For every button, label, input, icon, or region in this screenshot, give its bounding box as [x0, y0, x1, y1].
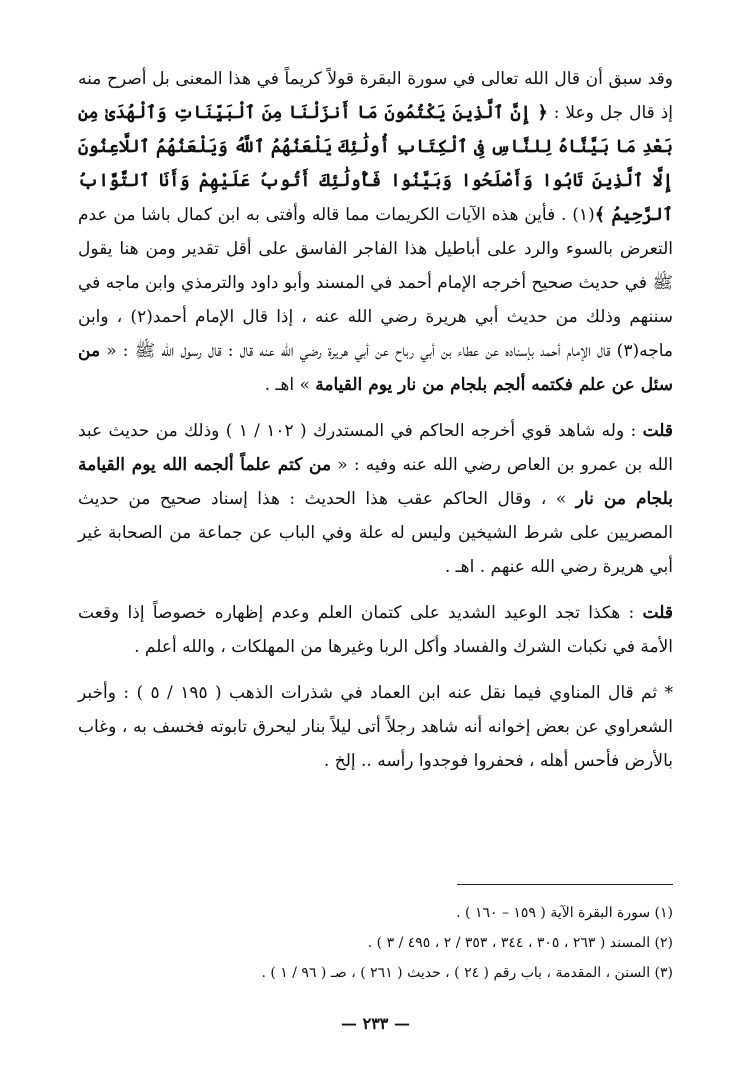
- hadith-text-1: من سئل عن علم فكتمه ألجم بلجام من نار يوم القيامة: [78, 341, 673, 395]
- paragraph-4: [78, 676, 673, 778]
- footnote-1: (١) سورة البقرة الآية ( ١٥٩ – ١٦٠ ) .: [456, 905, 673, 921]
- footnote-divider: [457, 884, 673, 885]
- paragraph-1-end: » اهـ .: [264, 375, 316, 395]
- paragraph-1-intro: وقد سبق أن قال الله تعالى في سورة البقرة قولاً كريماً في هذا المعنى بل أصرح منه إذ قال جل وعلا :: [78, 69, 673, 123]
- page-number: — ٢٣٣ —: [341, 1014, 410, 1033]
- paragraph-1-body: (١) . فأين هذه الآيات الكريمات مما قاله وأفتى به ابن كمال باشا من عدم التعرض بالسوء والرد على أباطيل هذا الفاجر الفاسق على أقل تقدير ومن هنا يقول ﷺ في حديث صحيح أخرجه الإمام أحمد في المسند وأبو داود والترمذي وابن ماجه في سننهم وذلك من حديث أبي هريرة رضي الله عنه ، إذا قال الإمام أحمد(٢) ، وابن ماجه(٣) قال الإمام أحمد بإسناده عن عطاء بن أبي رباح عن أبي هريرة رضي الله عنه قال : قال رسول الله ﷺ : «: [78, 205, 673, 361]
- paragraph-1: [78, 62, 673, 402]
- footnote-2: (٢) المسند ( ٢٦٣ ، ٣٠٥ ، ٣٤٤ ، ٣٥٣ / ٢ ، ٤٩٥ / ٣ ) .: [367, 935, 673, 951]
- paragraph-3: [78, 596, 673, 664]
- quran-verse: ﴿ إِنَّ ٱلَّذِينَ يَكْتُمُونَ مَا أَنزَلْنَا مِنَ ٱلْبَيِّنَاتِ وَٱلْهُدَىٰ مِن بَعْدِ مَا بَيَّنَّاهُ لِلنَّاسِ فِى ٱلْكِتَابِ أُولَٰئِكَ يَلْعَنُهُمُ ٱللَّهُ وَيَلْعَنُهُمُ ٱللَّاعِنُونَ إِلَّا ٱلَّذِينَ تَابُوا وَأَصْلَحُوا وَبَيَّنُوا فَأُولَٰئِكَ أَتُوبُ عَلَيْهِمْ وَأَنَا ٱلتَّوَّابُ ٱلرَّحِيمُ ﴾: [78, 103, 673, 225]
- hadith-text-2: من كتم علماً ألجمه الله يوم القيامة بلجام من نار: [78, 455, 674, 509]
- paragraph-3-body: : هكذا تجد الوعيد الشديد على كتمان العلم وعدم إظهاره خصوصاً إذا وقعت الأمة في نكبات الشرك والفساد وأكل الربا وغيرها من المهلكات ، والله أعلم .: [78, 603, 673, 657]
- footnotes: [78, 898, 673, 988]
- paragraph-4-body: * ثم قال المناوي فيما نقل عنه ابن العماد في شذرات الذهب ( ١٩٥ / ٥ ) : وأخبر الشعراوي عن بعض إخوانه أنه شاهد رجلاً أتى ليلاً بنار ليحرق تابوته فخسف به ، وغاب بالأرض فأحس أهله ، فحفروا فوجدوا رأسه .. إلخ .: [78, 683, 673, 771]
- paragraph-2-intro: : وله شاهد قوي أخرجه الحاكم في المستدرك ( ١٠٢ / ١ ) وذلك من حديث عبد الله بن عمرو بن العاص رضي الله عنه وفيه : «: [78, 421, 673, 475]
- main-text: [78, 62, 673, 778]
- paragraph-2-body: » ، وقال الحاكم عقب هذا الحديث : هذا إسناد صحيح من حديث المصريين على شرط الشيخين وليس له علة وفي الباب عن جماعة من الصحابة غير أبي هريرة رضي الله عنهم . اهـ .: [78, 489, 673, 577]
- paragraph-3-label: قلت: [642, 603, 673, 623]
- footnote-3: (٣) السنن ، المقدمة ، باب رقم ( ٢٤ ) ، حديث ( ٢٦١ ) ، صـ ( ٩٦ / ١ ) .: [261, 965, 673, 981]
- paragraph-2-label: قلت: [642, 421, 674, 441]
- paragraph-2: [78, 414, 673, 584]
